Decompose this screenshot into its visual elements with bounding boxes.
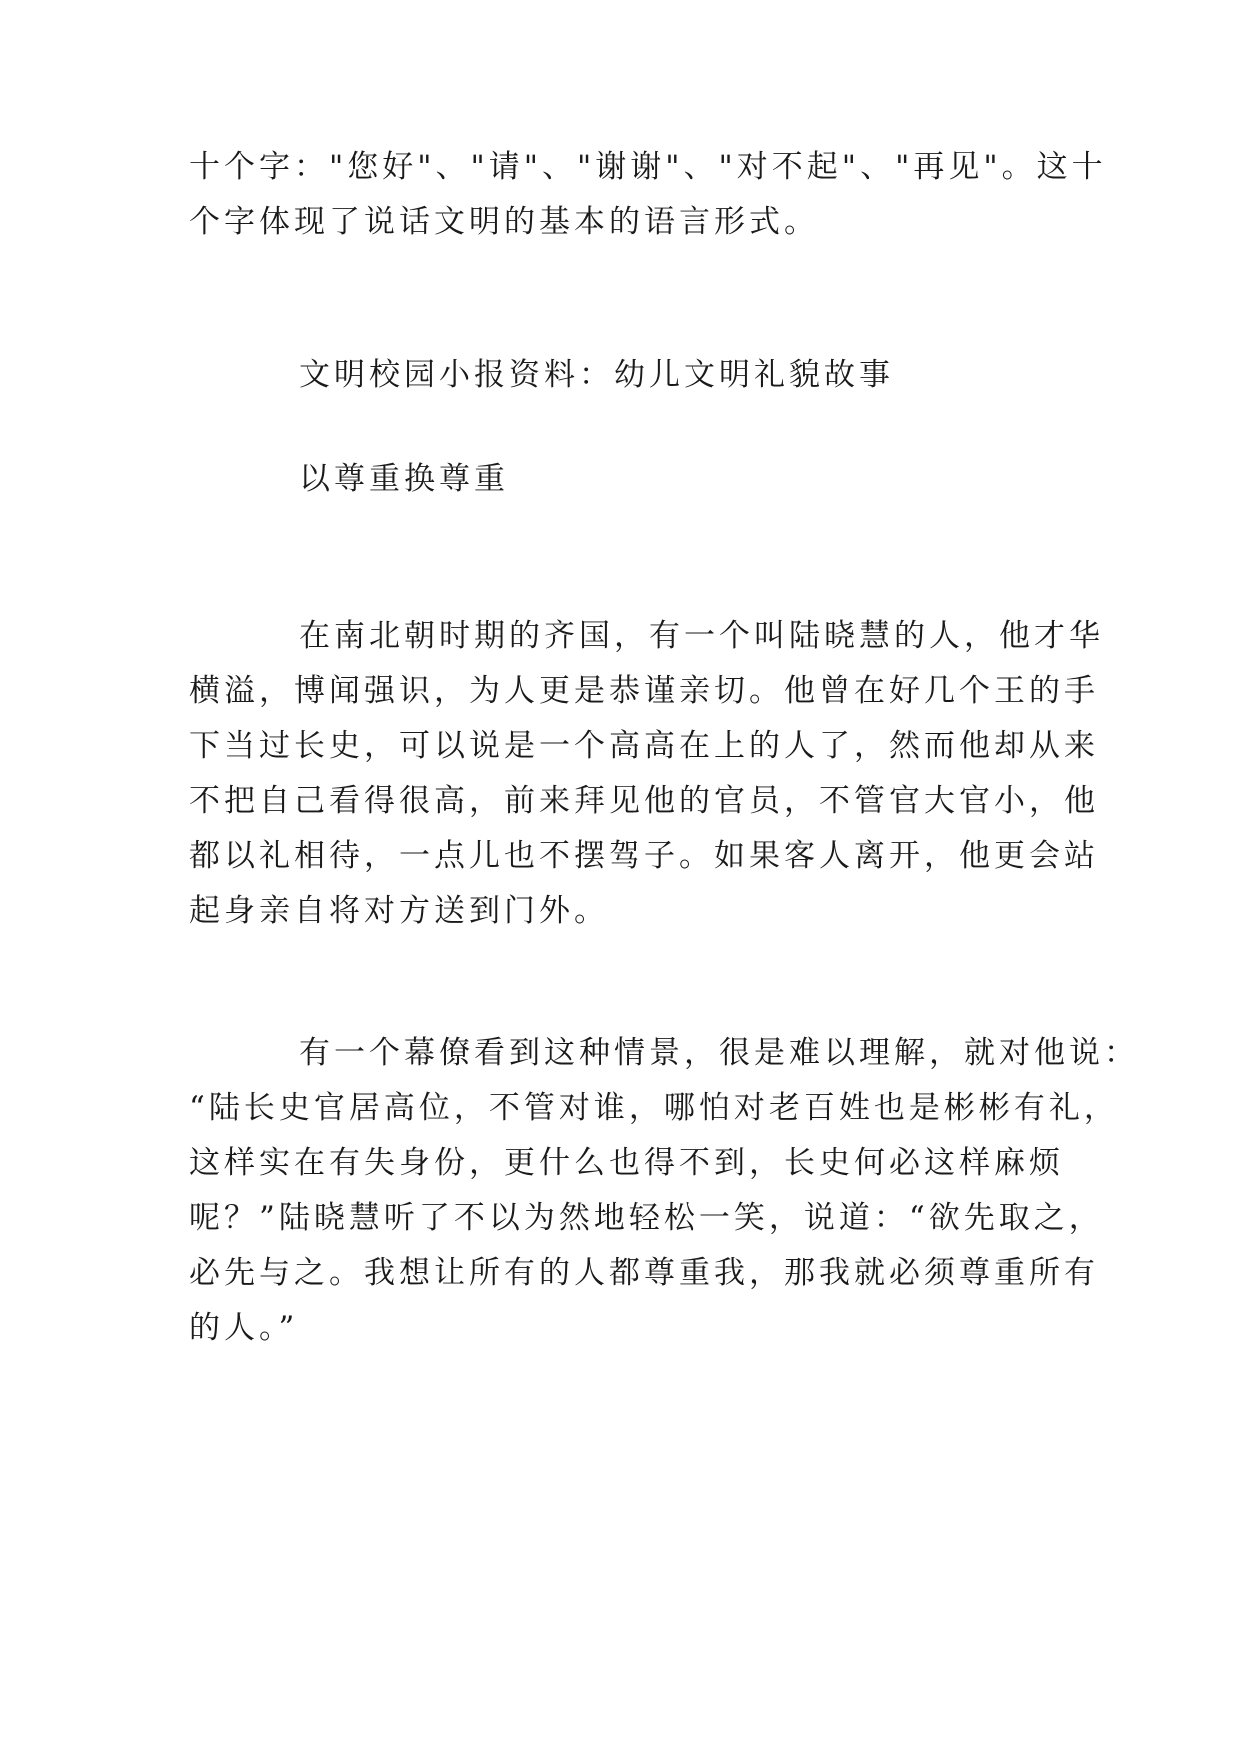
paragraph-line: 不把自己看得很高，前来拜见他的官员，不管官大官小，他: [189, 783, 1099, 819]
paragraph-intro: [189, 140, 1107, 250]
paragraph-line: 在南北朝时期的齐国，有一个叫陆晓慧的人，他才华: [299, 618, 1104, 654]
section-heading: 文明校园小报资料：幼儿文明礼貌故事: [299, 357, 894, 393]
paragraph-line: 下当过长史，可以说是一个高高在上的人了，然而他却从来: [189, 728, 1099, 764]
paragraph-line: 个字体现了说话文明的基本的语言形式。: [189, 204, 819, 240]
paragraph-line: 有一个幕僚看到这种情景，很是难以理解，就对他说：: [299, 1035, 1139, 1071]
paragraph-line: “陆长史官居高位，不管对谁，哪怕对老百姓也是彬彬有礼，: [189, 1090, 1119, 1126]
paragraph-line: 十个字："您好"、"请"、"谢谢"、"对不起"、"再见"。这十: [189, 149, 1107, 185]
paragraph-line: 这样实在有失身份，更什么也得不到，长史何必这样麻烦: [189, 1145, 1064, 1181]
paragraph-story-2: [189, 1026, 1139, 1356]
paragraph-line: 都以礼相待，一点儿也不摆驾子。如果客人离开，他更会站: [189, 838, 1099, 874]
paragraph-story-1: [189, 609, 1104, 939]
story-title: 以尊重换尊重: [299, 461, 509, 497]
paragraph-line: 呢？”陆晓慧听了不以为然地轻松一笑，说道：“欲先取之，: [189, 1200, 1104, 1236]
paragraph-line: 起身亲自将对方送到门外。: [189, 893, 609, 929]
paragraph-line: 横溢，博闻强识，为人更是恭谨亲切。他曾在好几个王的手: [189, 673, 1099, 709]
paragraph-line: 必先与之。我想让所有的人都尊重我，那我就必须尊重所有: [189, 1255, 1099, 1291]
paragraph-line: 的人。”: [189, 1310, 299, 1346]
